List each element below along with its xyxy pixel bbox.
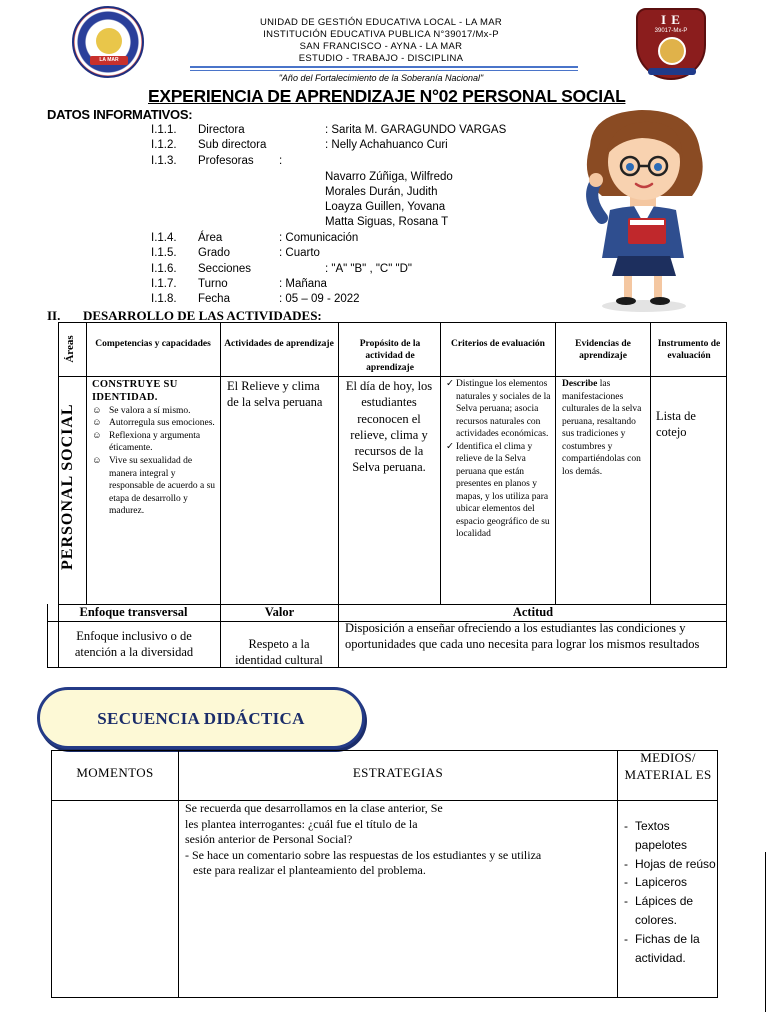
header-criterios: Criterios de evaluación [451,339,545,349]
header-areas: Áreas [64,335,76,363]
estrategias-cell [185,801,613,879]
criterio-text: Identifica el clima y relieve de la Selva peruana que están presentes en planos y mapas, y los utiliza para ubicar elementos del espacio geográfico de su localidad [456,441,550,540]
profesora-name: Matta Siguas, Rosana T [325,216,449,228]
datos-num: I.1.3. [151,155,177,167]
strategy-line: este para realizar el planteamiento del problema. [193,863,426,877]
datos-label: Profesoras [198,155,254,167]
smiley-icon: ☺ [92,418,102,429]
datos-label: Área [198,232,223,244]
header-ugel: UNIDAD DE GESTIÓN EDUCATIVA LOCAL - LA MAR [259,17,503,28]
instrumento-cell: Lista de cotejo [656,409,696,440]
actitud-header: Actitud [512,605,554,619]
header-divider-thin [190,70,578,71]
competencias-cell [92,378,216,518]
datos-num: I.1.7. [151,278,177,290]
proposito-cell: El día de hoy, los estudiantes reconocen el relieve, clima y recursos de la Selva peruana. [345,379,433,475]
criterio-item [446,378,552,441]
secuencia-banner [37,687,365,749]
capacidad-item [92,430,216,455]
datos-num: I.1.2. [151,139,177,151]
momentos-header: MOMENTOS [76,765,154,780]
dash-bullet: - [624,856,628,871]
ugel-logo-ribbon: LA MAR [90,56,128,65]
datos-value: : Cuarto [279,247,320,259]
capacidad-text: Se valora a sí mismo. [109,405,191,416]
dash-bullet: - [624,894,628,909]
enfoque-header: Enfoque transversal [79,605,188,619]
datos-heading: DATOS INFORMATIVOS: [47,107,193,122]
evidencia-verb: Describe [562,379,598,389]
material-text: Textos papelotes [635,819,688,852]
datos-value: : Comunicación [279,232,359,244]
check-icon: ✓ [446,379,454,389]
header-instrumento: Instrumento de evaluación [657,339,721,361]
datos-num: I.1.5. [151,247,177,259]
header-actividades: Actividades de aprendizaje [224,339,334,349]
header-location: SAN FRANCISCO - AYNA - LA MAR [299,41,463,52]
school-logo-band [648,68,696,75]
header-divider [190,66,578,68]
ugel-logo-emblem [96,28,122,54]
header-institucion: INSTITUCIÓN EDUCATIVA PUBLICA N°39017/Mx-P [263,29,499,40]
capacidad-text: Autorregula sus emociones. [109,418,215,429]
datos-num: I.1.4. [151,232,177,244]
profesora-name: Navarro Zúñiga, Wilfredo [325,171,453,183]
datos-num: I.1.6. [151,263,177,275]
datos-value: : "A" "B" , "C" "D" [325,263,412,275]
datos-sep: : [279,155,283,167]
material-text: Lapiceros [635,875,688,890]
section-ii-title: DESARROLLO DE LAS ACTIVIDADES: [83,308,322,323]
datos-value: : Mañana [279,278,327,290]
capacidad-item [92,405,216,418]
capacidad-text: Vive su sexualidad de manera integral y responsable de acuerdo a su etapa de desarrollo y madurez. [109,456,216,517]
datos-value: : 05 – 09 - 2022 [279,293,360,305]
capacidades-list [92,405,216,518]
competencia-title: CONSTRUYE SU IDENTIDAD. [92,379,178,404]
datos-label: Fecha [198,293,230,305]
material-text: Hojas de reúso [635,856,716,871]
capacidad-item [92,455,216,518]
datos-num: I.1.8. [151,293,177,305]
header-evidencias: Evidencias de aprendizaje [575,339,631,361]
school-logo [636,8,706,80]
secuencia-title: SECUENCIA DIDÁCTICA [97,709,305,728]
datos-num: I.1.1. [151,124,177,136]
area-personal-social: PERSONAL SOCIAL [59,403,76,570]
datos-value: : Nelly Achahuanco Curi [325,139,448,151]
datos-label: Sub directora [198,139,267,151]
datos-value: : Sarita M. GARAGUNDO VARGAS [325,124,507,136]
medios-header: MEDIOS/ MATERIAL ES [624,750,712,782]
dash-bullet: - [624,875,628,890]
capacidad-text: Reflexiona y argumenta éticamente. [109,430,201,454]
school-logo-code: 39017-Mx-P [654,28,688,34]
datos-label: Grado [198,247,230,259]
material-item [624,873,716,892]
material-item [624,892,716,930]
materials-cell [624,817,716,967]
school-logo-title: I E [661,12,681,27]
strategy-line: Se recuerda que desarrollamos en la clase anterior, Se [185,801,443,815]
datos-label: Directora [198,124,245,136]
valor-header: Valor [264,605,295,619]
material-item [624,855,716,874]
material-text: Fichas de la actividad. [635,931,700,965]
criterios-list [446,378,552,541]
strategy-line: - Se hace un comentario sobre las respuestas de los estudiantes y se utiliza [185,847,542,862]
table-hline [58,376,727,377]
strategy-line: sesión anterior de Personal Social? [185,832,353,846]
actividad-cell: El Relieve y clima de la selva peruana [227,379,323,410]
dash-bullet: - [624,931,628,946]
section-ii-number: II. [47,308,61,323]
year-motto: "Año del Fortalecimiento de la Soberanía Nacional" [278,73,484,83]
capacidad-item [92,417,216,430]
smiley-icon: ☺ [92,405,102,416]
criterios-cell [446,378,552,541]
table-vline [86,322,87,604]
teacher-illustration [572,106,722,316]
header-competencias: Competencias y capacidades [95,339,211,349]
estrategias-header: ESTRATEGIAS [352,765,444,780]
evidencia-text: las manifestaciones culturales de la selva peruana, resaltando sus tradiciones y costumbres y compartiéndolas con los demás. [562,379,642,477]
enfoque-value: Enfoque inclusivo o de atención a la diversidad [74,629,194,660]
header-lema: ESTUDIO - TRABAJO - DISCIPLINA [298,53,464,64]
page-edge-line [765,852,766,1012]
strategy-line: les plantea interrogantes: ¿cuál fue el título de la [185,816,418,831]
check-icon: ✓ [446,441,454,452]
criterio-item [446,441,552,541]
header-proposito: Propósito de la actividad de aprendizaje [359,339,421,373]
table-vline [555,322,556,604]
valor-value: Respeto a la identidad cultural [235,637,323,668]
table-vline [178,750,179,998]
table-vline [650,322,651,604]
materials-list [624,817,716,967]
criterio-text: Distingue los elementos naturales y sociales de la Selva peruana; asocia recursos naturales con actividades económicas. [456,379,551,440]
profesora-name: Morales Durán, Judith [325,186,438,198]
smiley-icon: ☺ [92,430,102,441]
table-vline [617,750,618,998]
ugel-logo [72,6,144,78]
school-logo-emblem [658,37,686,65]
table-vline [440,322,441,604]
dash-bullet: - [624,819,628,833]
datos-label: Secciones [198,263,252,275]
actitud-value: Disposición a enseñar ofreciendo a los estudiantes las condiciones y oportunidades que cada uno necesita para lograr los mismos resultados [345,621,700,651]
smiley-icon: ☺ [92,456,102,466]
material-item [624,817,716,855]
profesora-name: Loayza Guillen, Yovana [325,201,446,213]
material-text: Lápices de colores. [635,894,694,927]
page-title: EXPERIENCIA DE APRENDIZAJE N°02 PERSONAL SOCIAL [148,86,626,106]
evidencias-cell [562,378,648,478]
material-item [624,930,716,968]
datos-label: Turno [198,278,228,290]
